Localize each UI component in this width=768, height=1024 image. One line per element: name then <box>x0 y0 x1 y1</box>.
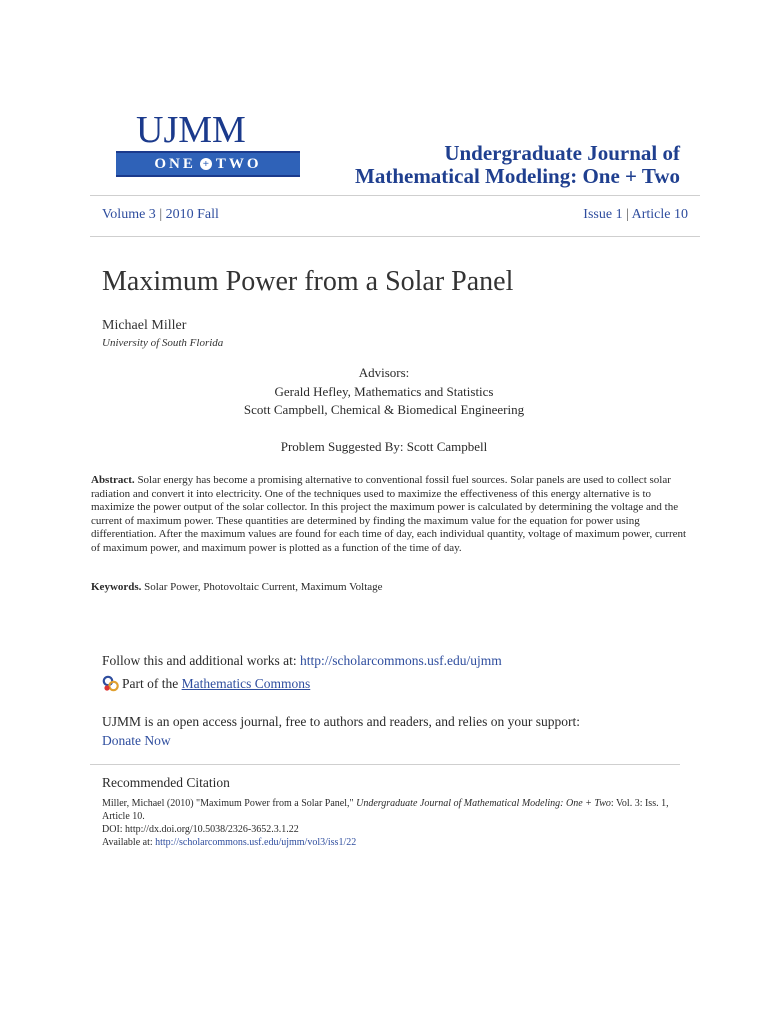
mathematics-commons-link[interactable]: Mathematics Commons <box>181 676 311 691</box>
journal-logo-title: UJMM <box>136 109 246 151</box>
header-divider-top <box>90 195 700 196</box>
logo-band-left: ONE <box>154 155 196 172</box>
journal-name[interactable] <box>355 142 680 188</box>
follow-line <box>102 653 502 669</box>
donate-now-link[interactable]: Donate Now <box>102 733 171 748</box>
citation-tail: : Vol. 3: Iss. 1, Article 10. <box>102 798 669 822</box>
citation-available-link[interactable]: http://scholarcommons.usf.edu/ujmm/vol3/iss1/22 <box>155 837 357 848</box>
advisors-heading: Advisors: <box>358 365 410 380</box>
volume-info <box>102 207 219 223</box>
author-name: Michael Miller <box>102 318 187 333</box>
season-link[interactable]: 2010 Fall <box>165 207 219 222</box>
part-of-text: Part of the <box>122 676 179 691</box>
citation-divider <box>90 764 680 765</box>
follow-text: Follow this and additional works at: <box>102 653 297 668</box>
separator: | <box>159 207 163 222</box>
open-access-statement: UJMM is an open access journal, free to authors and readers, and relies on your support: <box>102 714 580 729</box>
article-link[interactable]: Article 10 <box>631 207 688 222</box>
journal-logo-band <box>116 151 300 177</box>
header-divider-bottom <box>90 236 700 237</box>
citation-available-label: Available at: <box>102 837 153 848</box>
abstract-label: Abstract. <box>91 474 135 486</box>
paper-title: Maximum Power from a Solar Panel <box>102 266 514 297</box>
follow-url-link[interactable]: http://scholarcommons.usf.edu/ujmm <box>300 653 502 668</box>
advisors-block <box>0 364 768 420</box>
citation-text <box>102 797 692 849</box>
citation-journal: Undergraduate Journal of Mathematical Modeling: One + Two <box>356 798 611 809</box>
journal-name-line1[interactable]: Undergraduate Journal of <box>444 141 680 165</box>
separator: | <box>626 207 629 222</box>
commons-network-icon <box>102 675 120 693</box>
abstract <box>91 474 687 556</box>
advisor-name: Scott Campbell, Chemical & Biomedical Engineering <box>243 402 525 417</box>
keywords-label: Keywords. <box>91 581 142 593</box>
volume-link[interactable]: Volume 3 <box>102 207 156 222</box>
keywords <box>91 581 687 593</box>
journal-name-line2[interactable]: Mathematical Modeling: One + Two <box>355 164 680 188</box>
citation-main: Miller, Michael (2010) "Maximum Power from a Solar Panel," <box>102 798 354 809</box>
citation-doi: DOI: http://dx.doi.org/10.5038/2326-3652.3.1.22 <box>102 824 299 835</box>
logo-band-right: TWO <box>215 155 262 172</box>
logo-band-plus: + <box>200 158 212 170</box>
advisor-name: Gerald Hefley, Mathematics and Statistics <box>274 383 494 399</box>
recommended-citation-heading: Recommended Citation <box>102 775 230 790</box>
problem-suggested-by: Problem Suggested By: Scott Campbell <box>280 439 488 454</box>
issue-link[interactable]: Issue 1 <box>583 207 623 222</box>
part-of-line <box>102 675 310 693</box>
issue-info <box>583 207 688 223</box>
abstract-text: Solar energy has become a promising alternative to conventional fossil fuel sources. Solar panels are used to collect solar radiation and convert it into electricity. One of the techniques used to maximize the effectiveness of this energy alternative is to maximize the power output of the solar collector. In this project the maximum power is calculated by determining the voltage and the current of maximum power. These quantities are determined by finding the maximum value for the equation for power using differentiation. After the maximum values are found for each time of day, each individual quantity, voltage of maximum power, current of maximum power, and maximum power is plotted as a function of the time of day. <box>91 474 687 554</box>
author-affiliation: University of South Florida <box>102 337 224 349</box>
keywords-text: Solar Power, Photovoltaic Current, Maximum Voltage <box>144 581 383 593</box>
